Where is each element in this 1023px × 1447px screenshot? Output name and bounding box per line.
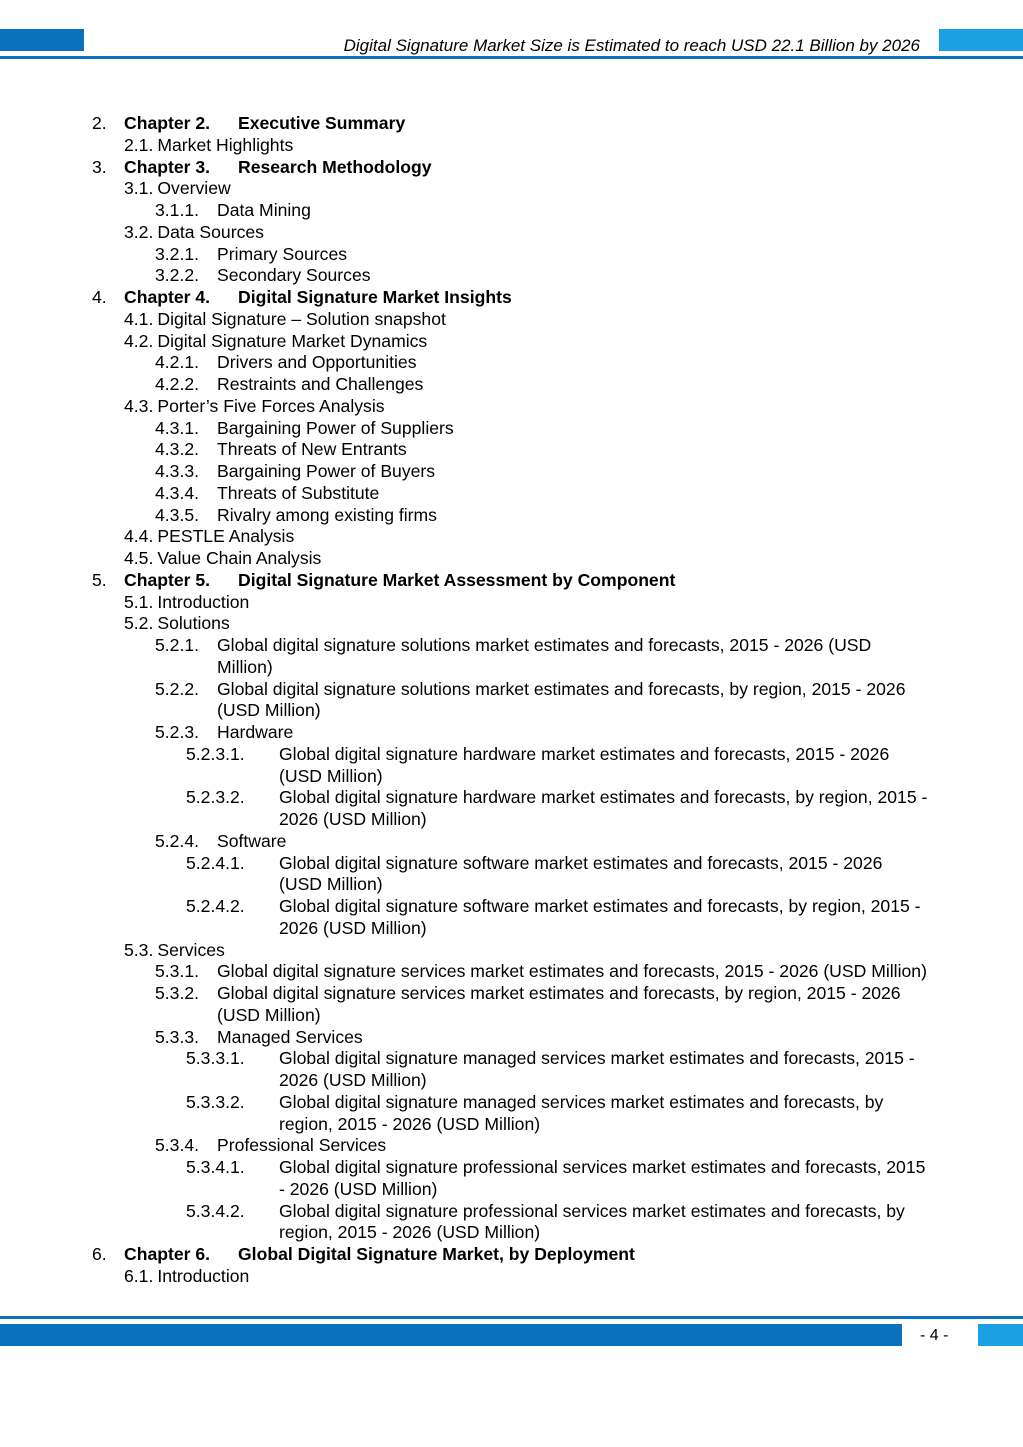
toc-entry-level-4 [0, 1157, 1023, 1201]
toc-entry-number: 4.3.2. [155, 439, 200, 460]
toc-entry-level-2 [0, 396, 1023, 418]
toc-entry-level-3 [0, 374, 1023, 396]
toc-entry-level-4 [0, 744, 1023, 788]
toc-entry-number: 5.3.2. [155, 983, 200, 1003]
toc-entry-text: Global digital signature services market estimates and forecasts, by region, 2015 - 2026 (USD Million) [217, 983, 901, 1025]
toc-entry-number: 4.2. [124, 330, 154, 351]
toc-entry-text [124, 287, 1023, 309]
toc-entry-text: Global digital signature professional services market estimates and forecasts, by region, 2015 - 2026 (USD Million) [279, 1200, 905, 1243]
toc-entry-number: 5.1. [124, 591, 154, 612]
toc-entry-text: Global digital signature managed services market estimates and forecasts, 2015 - 2026 (USD Million) [279, 1048, 915, 1090]
toc-entry-text: Porter’s Five Forces Analysis [157, 395, 385, 416]
toc-entry-level-3 [0, 439, 1023, 461]
toc-entry-text: Global digital signature professional services market estimates and forecasts, 2015 - 2026 (USD Million) [279, 1157, 926, 1199]
chapter-label: Chapter 2. [124, 113, 211, 133]
toc-entry-text: Global digital signature software market estimates and forecasts, 2015 - 2026 (USD Million) [279, 852, 883, 895]
toc-entry-text: Bargaining Power of Buyers [217, 461, 436, 481]
chapter-label: Chapter 3. [124, 156, 211, 177]
toc-entry-text: Value Chain Analysis [157, 548, 322, 568]
toc-entry-text: Global digital signature services market estimates and forecasts, 2015 - 2026 (USD Million) [217, 961, 927, 982]
toc-entry-number: 5.2.3.1. [186, 743, 245, 764]
toc-entry-level-2 [0, 331, 1023, 353]
chapter-label: Chapter 5. [124, 569, 211, 590]
toc-entry-number: 4.2.1. [155, 352, 200, 373]
footer-accent-block-right [978, 1324, 1023, 1346]
toc-entry-level-3 [0, 265, 1023, 287]
toc-entry-level-2 [0, 592, 1023, 614]
toc-entry-number: 5.2.3. [155, 722, 200, 742]
toc-entry-text: Introduction [157, 1265, 250, 1286]
footer-bar [0, 1324, 902, 1346]
toc-entry-level-3 [0, 679, 1023, 723]
toc-entry-number: 5.2.2. [155, 678, 200, 699]
toc-entry-number: 4.3.4. [155, 482, 200, 503]
toc-entry-number: 4.4. [124, 526, 154, 547]
toc-entry-text: Digital Signature – Solution snapshot [157, 308, 446, 329]
toc-entry-number: 4.2.2. [155, 374, 200, 394]
toc-entry-text: Hardware [217, 722, 294, 742]
toc-entry-level-2 [0, 526, 1023, 548]
toc-entry-level-3 [0, 505, 1023, 527]
toc-entry-number: 4.1. [124, 308, 154, 329]
toc-entry-number: 5.2.4.2. [186, 896, 245, 916]
toc-entry-level-3 [0, 983, 1023, 1027]
toc-entry-number: 4. [92, 287, 107, 307]
header-accent-block-left [0, 29, 84, 51]
toc-entry-level-3 [0, 635, 1023, 679]
toc-entry-level-2 [0, 613, 1023, 635]
toc-entry-text: Solutions [157, 613, 230, 634]
toc-entry-text: Software [217, 830, 287, 851]
toc-entry-level-1 [0, 113, 1023, 135]
page-number: - 4 - [920, 1327, 949, 1344]
toc-entry-level-3 [0, 352, 1023, 374]
toc-entry-text: Introduction [157, 591, 250, 612]
toc-entry-number: 6.1. [124, 1265, 154, 1286]
toc-entry-number: 5.2.4. [155, 830, 200, 851]
toc-entry-level-3 [0, 1027, 1023, 1049]
toc-entry-number: 5.2.3.2. [186, 787, 245, 808]
chapter-title: Digital Signature Market Insights [238, 287, 512, 307]
toc-entry-number: 5.2.1. [155, 635, 200, 655]
toc-entry-number: 3.2.2. [155, 265, 200, 286]
toc-entry-text: Overview [157, 178, 231, 199]
toc-entry-level-1 [0, 157, 1023, 179]
toc-entry-text: PESTLE Analysis [157, 526, 295, 547]
toc-entry-level-3 [0, 831, 1023, 853]
toc-entry-level-4 [0, 1092, 1023, 1136]
toc-entry-text: Threats of New Entrants [217, 439, 407, 460]
toc-entry-number: 2. [92, 113, 107, 133]
toc-entry-number: 5.3.3.2. [186, 1091, 245, 1112]
toc-entry-level-1 [0, 287, 1023, 309]
toc-entry-text: Global digital signature solutions market estimates and forecasts, by region, 2015 - 2026 (USD Million) [217, 678, 906, 721]
toc-entry-text: Digital Signature Market Dynamics [157, 330, 428, 351]
toc-entry-level-3 [0, 961, 1023, 983]
toc-entry-text: Rivalry among existing firms [217, 504, 437, 525]
toc-entry-number: 3.1.1. [155, 200, 200, 220]
toc-entry-text: Drivers and Opportunities [217, 352, 417, 373]
header-rule [0, 56, 1023, 59]
toc-entry-level-3 [0, 483, 1023, 505]
header-title: Digital Signature Market Size is Estimated to reach USD 22.1 Billion by 2026 [343, 36, 920, 55]
chapter-title: Global Digital Signature Market, by Deployment [238, 1244, 635, 1264]
toc-entry-number: 6. [92, 1244, 107, 1264]
toc-entry-level-2 [0, 309, 1023, 331]
chapter-title: Executive Summary [238, 113, 406, 133]
toc-entry-text: Professional Services [217, 1135, 387, 1156]
toc-entry-number: 5.2.4.1. [186, 852, 245, 873]
toc-entry-text [124, 157, 1023, 179]
toc-entry-number: 4.3. [124, 395, 154, 416]
toc-entry-number: 4.5. [124, 548, 154, 568]
toc-entry-text: Data Mining [217, 200, 311, 220]
toc-entry-text: Global digital signature hardware market estimates and forecasts, by region, 2015 - 2026 (USD Million) [279, 787, 928, 829]
toc-entry-level-3 [0, 722, 1023, 744]
toc-entry-number: 4.3.3. [155, 461, 200, 481]
toc-entry-number: 4.3.5. [155, 504, 200, 525]
toc-entry-level-2 [0, 940, 1023, 962]
toc-entry-level-4 [0, 787, 1023, 831]
chapter-label: Chapter 4. [124, 287, 211, 307]
toc-entry-number: 5.3.1. [155, 961, 200, 982]
toc-entry-number: 2.1. [124, 134, 154, 155]
toc-entry-text [124, 570, 1023, 592]
toc-entry-number: 3. [92, 156, 107, 177]
toc-entry-level-2 [0, 178, 1023, 200]
toc-entry-number: 5.3.4.2. [186, 1200, 245, 1221]
toc-entry-level-3 [0, 244, 1023, 266]
toc-entry-text: Market Highlights [157, 134, 294, 155]
toc-entry-text: Bargaining Power of Suppliers [217, 417, 454, 438]
toc-entry-number: 3.2.1. [155, 243, 200, 264]
footer-rule [0, 1316, 1023, 1319]
toc-entry-level-2 [0, 135, 1023, 157]
toc-entry-level-3 [0, 418, 1023, 440]
toc-entry-text: Global digital signature hardware market estimates and forecasts, 2015 - 2026 (USD Million) [279, 743, 890, 786]
toc-entry-level-1 [0, 1244, 1023, 1266]
toc-entry-level-4 [0, 896, 1023, 940]
toc-entry-number: 5. [92, 569, 107, 590]
toc-entry-level-2 [0, 222, 1023, 244]
toc-entry-level-4 [0, 1048, 1023, 1092]
toc-entry-number: 3.1. [124, 178, 154, 199]
toc-entry-text: Threats of Substitute [217, 482, 380, 503]
toc-entry-text: Managed Services [217, 1026, 363, 1047]
toc-entry-text: Primary Sources [217, 243, 348, 264]
toc-entry-level-4 [0, 1201, 1023, 1245]
toc-entry-level-3 [0, 1135, 1023, 1157]
toc-entry-text: Global digital signature software market estimates and forecasts, by region, 2015 - 2026 (USD Million) [279, 896, 921, 938]
toc-entry-text: Services [157, 939, 225, 960]
toc-entry-number: 5.3.3. [155, 1026, 200, 1047]
toc-entry-number: 4.3.1. [155, 417, 200, 438]
toc-entry-level-2 [0, 1266, 1023, 1288]
toc-entry-level-1 [0, 570, 1023, 592]
chapter-label: Chapter 6. [124, 1244, 211, 1264]
toc-entry-number: 5.3.4.1. [186, 1157, 245, 1177]
toc-entry-level-3 [0, 461, 1023, 483]
toc-entry-text: Secondary Sources [217, 265, 371, 286]
toc-entry-number: 5.3.3.1. [186, 1048, 245, 1069]
toc-entry-text: Global digital signature managed services market estimates and forecasts, by region, 2015 - 2026 (USD Million) [279, 1091, 884, 1134]
header-accent-block-right [939, 29, 1023, 51]
toc-entry-text: Restraints and Challenges [217, 374, 424, 394]
toc-entry-level-4 [0, 853, 1023, 897]
toc-entry-number: 5.2. [124, 613, 154, 634]
chapter-title: Research Methodology [238, 156, 432, 177]
toc-entry-number: 3.2. [124, 221, 154, 242]
toc-entry-text: Global digital signature solutions market estimates and forecasts, 2015 - 2026 (USD Million) [217, 635, 872, 677]
toc-entry-number: 5.3.4. [155, 1135, 200, 1156]
table-of-contents [0, 113, 1023, 1288]
chapter-title: Digital Signature Market Assessment by Component [238, 569, 676, 590]
toc-entry-level-3 [0, 200, 1023, 222]
toc-entry-number: 5.3. [124, 939, 154, 960]
toc-entry-text [124, 113, 1023, 135]
toc-entry-level-2 [0, 548, 1023, 570]
toc-entry-text [124, 1244, 1023, 1266]
toc-entry-text: Data Sources [157, 221, 264, 242]
